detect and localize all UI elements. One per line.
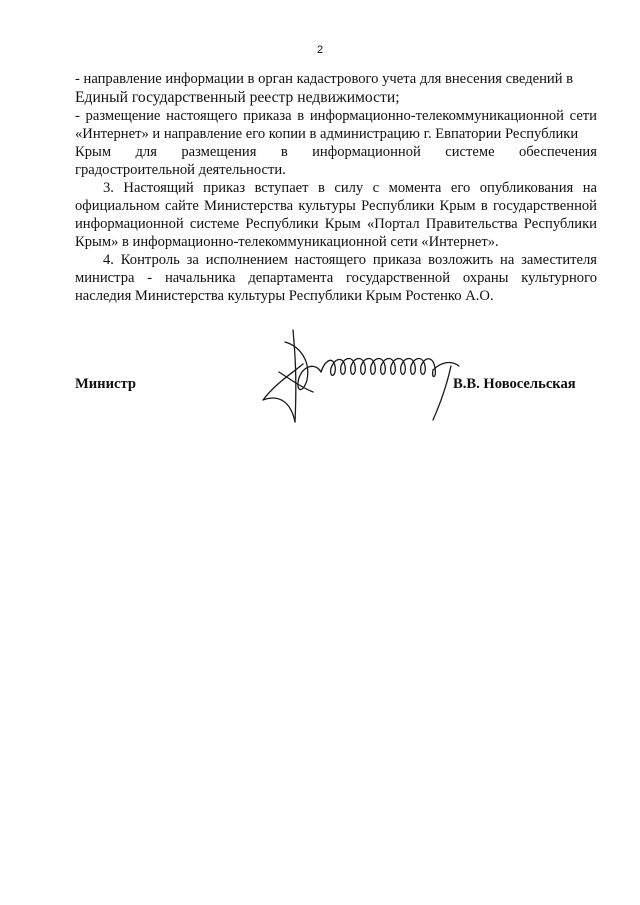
bullet-publication [75,107,597,143]
justified-word: Крым [75,144,112,160]
document-body [75,70,597,305]
justified-word: в [280,144,288,160]
paragraph-4: 4. Контроль за исполнением настоящего приказа возложить на заместителя министра - начальника департамента государственной охраны культурного наследия Министерства культуры Республики Крым Ростенко А.О. [75,252,597,304]
bullet-publication-text: - размещение настоящего приказа в информационно-телекоммуникационной сети «Интернет» и направление его копии в администрацию г. Евпатории Республики [75,108,597,142]
signatory-name: В.В. Новосельская [453,376,576,392]
justified-word: обеспечения [519,144,597,160]
justified-word: для [135,144,157,160]
justified-word: информационной [312,144,421,160]
paragraph-3: 3. Настоящий приказ вступает в силу с момента его опубликования на официальном сайте Министерства культуры Республики Крым в государственной информационной системе Республики Крым «Портал Правительства Республики Крым» в информационно-телекоммуникационной сети «Интернет». [75,180,597,250]
bullet-cadastral [75,70,597,107]
bullet-cadastral-line-2: Единый государственный реестр недвижимости; [75,89,400,106]
bullet-publication-last-line: градостроительной деятельности. [75,162,286,178]
signatory-title: Министр [75,376,136,392]
signature-block [75,376,597,400]
bullet-cadastral-line-1: - направление информации в орган кадастрового учета для внесения сведений в [75,71,574,87]
bullet-publication-justified-line [75,143,597,161]
justified-word: системе [445,144,495,160]
justified-word: размещения [181,144,257,160]
page-number: 2 [316,44,324,56]
